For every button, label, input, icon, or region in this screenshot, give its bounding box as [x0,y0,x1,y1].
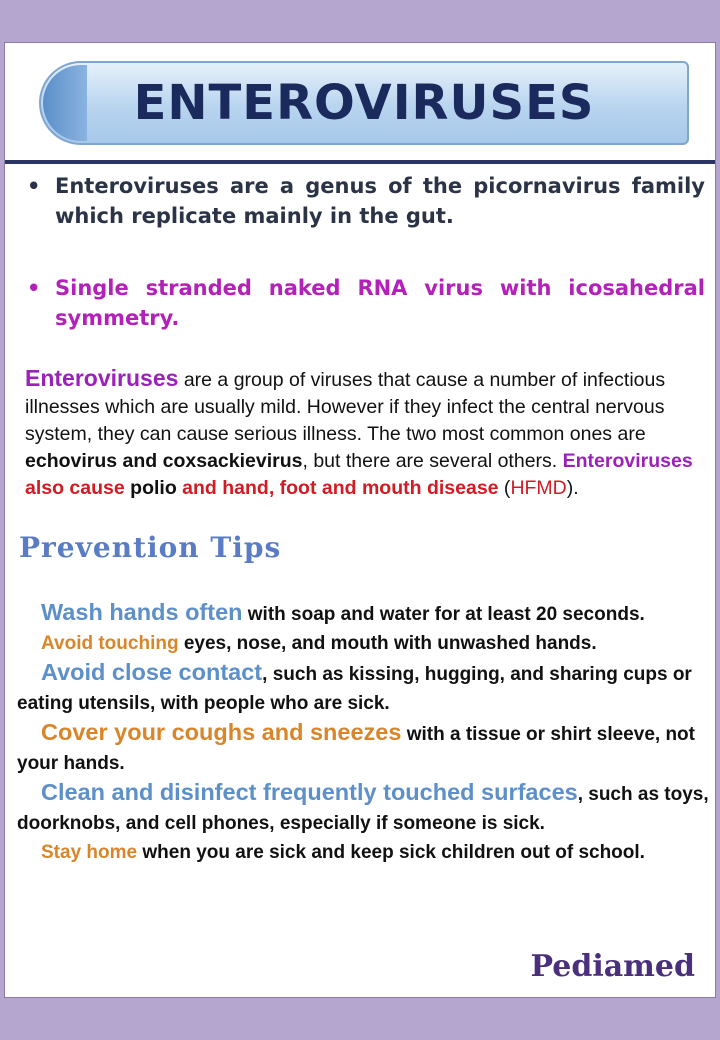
tip-item [17,778,713,838]
term: Enteroviruses [562,450,693,472]
para-text: ( [498,477,511,499]
bullet-text: Single stranded naked RNA virus with icosahedral symmetry. [55,276,705,330]
tip-highlight: Avoid close contact [41,659,263,685]
tip-item [17,718,713,778]
tip-text: with a tissue or shirt sleeve, not your hands. [17,724,695,774]
bullet-item [25,273,705,333]
tip-text: , such as kissing, hugging, and sharing cups or eating utensils, with people who are sick. [17,664,692,714]
tip-item [17,658,713,718]
tip-text: with soap and water for at least 20 seconds. [242,604,645,625]
para-red: also cause [25,477,131,499]
tip-item [17,629,713,658]
tip-highlight: Avoid touching [41,633,179,654]
tip-text: , such as toys, doorknobs, and cell phones, especially if someone is sick. [17,784,709,834]
page-title: ENTEROVIRUSES [133,75,595,131]
bullet-item [25,171,705,231]
para-red: and hand, foot and mouth disease [176,477,499,499]
bullet-text: Enteroviruses are a genus of the picornavirus family which replicate mainly in the gut. [55,174,705,228]
tip-highlight: Clean and disinfect frequently touched surfaces [41,779,578,805]
brand-logo: Pediamed [530,949,695,984]
info-card [4,42,716,998]
divider [5,160,715,164]
title-banner [39,61,689,145]
tip-item [17,598,713,629]
para-text: ). [566,477,579,499]
prevention-title: Prevention Tips [19,531,282,564]
bullet-marker: • [27,174,41,198]
tips-list [17,598,713,867]
bullet-list [25,171,705,333]
tip-text: eyes, nose, and mouth with unwashed hands. [178,633,597,654]
tip-text: when you are sick and keep sick children out of school. [137,842,645,863]
tip-highlight: Stay home [41,842,138,863]
tip-highlight: Cover your coughs and sneezes [41,719,402,745]
tip-item [17,838,713,867]
term: Enteroviruses [25,365,179,391]
tip-highlight: Wash hands often [41,599,243,625]
para-bold: echovirus and coxsackievirus [25,450,303,472]
para-red: HFMD [510,477,567,499]
para-text: , but there are several others. [302,450,563,472]
bullet-marker: • [27,276,41,300]
description-paragraph [25,365,709,502]
para-bold: polio [130,477,177,499]
para-text: are a group of viruses that cause a number of infectious illnesses which are usually mild. However if they infect the central nervous system, they can cause serious illness. The two most common ones are [25,369,666,445]
